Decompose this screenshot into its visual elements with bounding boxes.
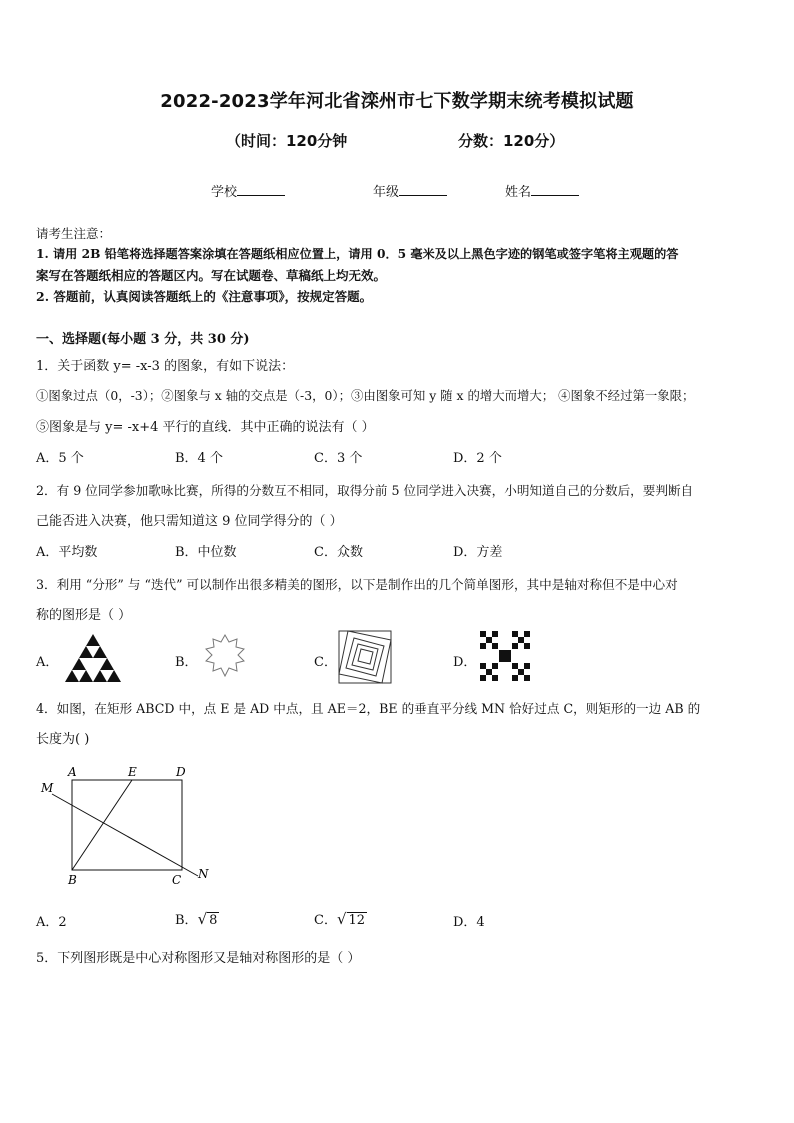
radical-sign-icon: √ xyxy=(336,910,347,928)
sqrt-8 xyxy=(198,910,220,928)
q3-option-b[interactable]: B． xyxy=(175,655,198,670)
q4-option-c-letter: C． xyxy=(314,913,337,928)
label-e: E xyxy=(128,765,137,779)
radical-sign-icon: √ xyxy=(197,910,208,928)
q2-line-2: 己能否进入决赛，他只需知道这 9 位同学得分的（ ） xyxy=(36,514,343,529)
label-b: B xyxy=(68,873,77,887)
name-blank xyxy=(531,183,579,196)
rectangle-abcd xyxy=(72,780,182,870)
q4-option-a[interactable]: A．2 xyxy=(36,915,67,930)
notice-heading: 请考生注意： xyxy=(36,226,112,241)
label-m: M xyxy=(41,781,54,795)
q4-option-b[interactable] xyxy=(175,909,219,928)
school-blank xyxy=(237,183,285,196)
school-label: 学校 xyxy=(211,185,238,200)
q3-option-d[interactable]: D． xyxy=(453,655,477,670)
q2-option-c[interactable]: C．众数 xyxy=(314,545,363,560)
q2-option-b[interactable]: B．中位数 xyxy=(175,545,237,560)
q1-line-3: ⑤图象是与 y= -x+4 平行的直线．其中正确的说法有（ ） xyxy=(36,420,375,435)
label-d: D xyxy=(176,765,186,779)
q4-option-c[interactable] xyxy=(314,909,367,928)
label-a: A xyxy=(68,765,77,779)
sierpinski-triangle-figure xyxy=(63,632,123,684)
notice-line-1a: 1. 请用 2B 铅笔将选择题答案涂填在答题纸相应位置上，请用 0．5 毫米及以上黑色字迹的钢笔或签字笔将主观题的答 xyxy=(36,247,679,261)
segment-be xyxy=(72,780,132,870)
q2-option-d[interactable]: D．方差 xyxy=(453,545,503,560)
notice-line-1b: 案写在答题纸相应的答题区内。写在试题卷、草稿纸上均无效。 xyxy=(36,268,387,283)
line-mn xyxy=(52,794,198,876)
q4-option-b-letter: B． xyxy=(175,913,198,928)
label-c: C xyxy=(172,873,182,887)
notice-line-2: 2. 答题前，认真阅读答题纸上的《注意事项》，按规定答题。 xyxy=(36,289,373,304)
exam-score: 分数：120分） xyxy=(458,132,565,150)
grade-blank xyxy=(399,183,447,196)
q3-option-c[interactable]: C． xyxy=(314,655,337,670)
q4-option-d[interactable]: D．4 xyxy=(453,915,485,930)
sqrt-12 xyxy=(337,910,367,928)
radicand-12: 12 xyxy=(348,913,366,928)
q4-line-2: 长度为( ) xyxy=(36,732,90,747)
q1-stem: 1．关于函数 y= -x-3 的图象，有如下说法： xyxy=(36,359,295,374)
checker-x-figure xyxy=(480,631,530,681)
section-heading: 一、选择题(每小题 3 分，共 30 分) xyxy=(36,332,250,347)
q3-option-a[interactable]: A． xyxy=(36,655,59,670)
grade-label: 年级 xyxy=(373,185,400,200)
name-field xyxy=(505,181,579,200)
koch-snowflake-figure xyxy=(200,632,250,682)
nested-squares-figure xyxy=(338,630,392,684)
exam-time: （时间：120分钟 xyxy=(226,132,348,150)
q3-line-1: 3．利用 “分形” 与 “迭代” 可以制作出很多精美的图形，以下是制作出的几个简单图形，其中是轴对称但不是中心对 xyxy=(36,577,678,592)
q3-line-2: 称的图形是（ ） xyxy=(36,608,132,623)
grade-field xyxy=(373,181,447,200)
q4-line-1: 4．如图，在矩形 ABCD 中，点 E 是 AD 中点，且 AE＝2，BE 的垂直平分线 MN 恰好过点 C，则矩形的一边 AB 的 xyxy=(36,701,701,716)
q1-option-d[interactable]: D．2 个 xyxy=(453,451,502,466)
page-title: 2022-2023学年河北省滦州市七下数学期末统考模拟试题 xyxy=(160,91,634,112)
q2-line-1: 2．有 9 位同学参加歌咏比赛，所得的分数互不相同，取得分前 5 位同学进入决赛，小明知道自己的分数后，要判断自 xyxy=(36,483,694,498)
q1-option-c[interactable]: C．3 个 xyxy=(314,451,363,466)
name-label: 姓名 xyxy=(505,185,532,200)
q2-option-a[interactable]: A．平均数 xyxy=(36,545,98,560)
q1-option-a[interactable]: A．5 个 xyxy=(36,451,84,466)
q5-line-1: 5．下列图形既是中心对称图形又是轴对称图形的是（ ） xyxy=(36,951,361,966)
rectangle-abcd-figure xyxy=(38,762,218,890)
radicand-8: 8 xyxy=(209,913,218,928)
school-field xyxy=(211,181,285,200)
q1-line-2: ①图象过点（0，-3）；②图象与 x 轴的交点是（-3，0）；③由图象可知 y 随 x 的增大而增大； ④图象不经过第一象限； xyxy=(36,388,695,403)
q1-option-b[interactable]: B．4 个 xyxy=(175,451,223,466)
label-n: N xyxy=(198,867,209,881)
